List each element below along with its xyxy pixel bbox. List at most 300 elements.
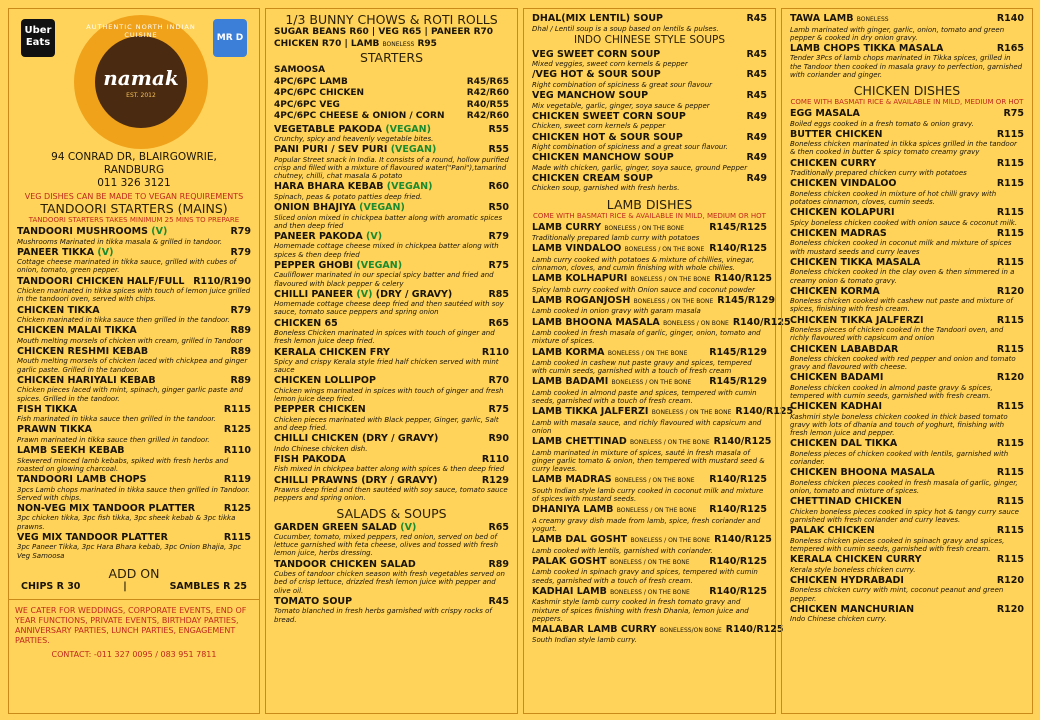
menu-item-name: PANEER PAKODA (274, 230, 363, 242)
menu-item-row (532, 316, 791, 330)
menu-item-qualifier: BONELESS / ON THE BONE (651, 409, 732, 417)
samoosa-price: R40/R55 (466, 99, 509, 110)
menu-item-price: R145/R129 (709, 376, 767, 388)
menu-item-price: R119 (223, 474, 251, 486)
menu-item-name: CHICKEN BHOONA MASALA (790, 467, 935, 479)
menu-item (274, 522, 509, 558)
menu-item-row (532, 173, 767, 185)
menu-item-description: Sliced onion mixed in chickpea batter along with aromatic spices and then deep fried (274, 213, 503, 230)
menu-item (790, 525, 1024, 553)
menu-item (532, 316, 791, 346)
menu-item-price: R79 (230, 226, 251, 237)
menu-item-price: R89 (230, 345, 251, 357)
menu-item-name: HARA BHARA KEBAB (274, 181, 384, 193)
ubereats-badge: Uber Eats (21, 19, 55, 57)
menu-item-price: R140 (996, 13, 1024, 24)
menu-item-name-group (17, 532, 168, 544)
menu-item-row (274, 260, 509, 272)
menu-item-qualifier: BONELESS / ON THE BONE (607, 349, 688, 357)
menu-item-name-group (274, 202, 405, 214)
menu-item-description: Chicken, sweet corn kernels & pepper (532, 122, 666, 131)
menu-item-row (274, 318, 509, 330)
menu-item (790, 467, 1024, 495)
menu-item-row (274, 404, 509, 416)
menu-item-row (17, 247, 251, 259)
menu-item (17, 305, 251, 325)
menu-item (17, 424, 251, 444)
addon-separator: | (123, 580, 127, 592)
lamb-extra-list (790, 13, 1024, 79)
menu-item-name: CHICKEN LOLLIPOP (274, 375, 376, 387)
menu-item-name: LAMB TIKKA JALFERZI (532, 406, 649, 418)
menu-item (790, 228, 1024, 256)
menu-item (274, 433, 509, 453)
menu-item-qualifier: BONELESS / ON THE BONE (614, 477, 695, 485)
menu-item-name-group (532, 295, 713, 308)
bunny-line-2a: CHICKEN R70 | LAMB (274, 38, 380, 49)
menu-item-price: R79 (488, 230, 509, 242)
menu-item-row (790, 257, 1024, 269)
menu-item-name-group (790, 575, 904, 587)
menu-item-name-group (274, 559, 416, 571)
menu-item (274, 124, 509, 144)
menu-item-row (274, 596, 509, 608)
logo-ring-text: AUTHENTIC NORTH INDIAN CUISINE (86, 23, 196, 39)
menu-item-name: PALAK CHICKEN (790, 525, 875, 537)
menu-item (274, 475, 509, 503)
menu-item-name: LAMB VINDALOO (532, 243, 622, 255)
menu-item-price: R115 (996, 157, 1024, 169)
menu-item-name-group (790, 257, 920, 269)
menu-item (532, 294, 775, 316)
menu-item-description: Cauliflower marinated in our special spicy batter and fried and flavoured with black pepper & celery (274, 271, 494, 288)
menu-item-price: R110/R190 (193, 275, 251, 287)
menu-item-qualifier: BONELESS / ON THE BONE (604, 224, 685, 232)
menu-item-qualifier: BONELESS / ON THE BONE (630, 439, 710, 447)
menu-item-price: R115 (223, 531, 251, 543)
menu-item-price: R115 (996, 128, 1024, 140)
menu-item-description: Kashmiri style boneless chicken cooked in thick based tomato gravy with lots of dhania and touch of yoghurt, finishing with fresh lemon juice and pepper. (790, 412, 1008, 438)
menu-item (274, 289, 509, 317)
menu-item-row (274, 181, 509, 193)
samoosa-portion: 4PC/6PC VEG (274, 99, 340, 110)
menu-item-description: Boneless chicken cooked in mixture of hot chilli gravy with potatoes cinnamon, cloves, cumin seeds. (790, 189, 997, 207)
menu-item (17, 247, 251, 275)
menu-item (532, 347, 767, 376)
menu-item-name-group (532, 49, 660, 61)
samoosa-price: R45/R65 (466, 76, 509, 87)
menu-item-price: R125 (223, 424, 251, 436)
menu-item-row (532, 13, 767, 25)
menu-item-description: Lamb marinated in mixture of spices, sauté in fresh masala of ginger garlic tomato & onion, then tempered with mustard seed & curry leaves. (532, 448, 765, 474)
menu-item-price: R115 (996, 467, 1024, 479)
section-note-tandoori: TANDOORI STARTERS TAKES MINIMUM 25 MINS TO PREPARE (28, 216, 240, 224)
menu-item (532, 49, 767, 69)
menu-item-description: Dhal / Lentil soup is a soup based on lentils & pulses. (532, 24, 719, 33)
menu-item-price: R85 (488, 288, 509, 300)
menu-item-row (790, 108, 1024, 120)
menu-item (17, 532, 251, 560)
menu-item-row (532, 406, 794, 419)
menu-item-qualifier: BONELESS / ON BONE (663, 319, 729, 327)
menu-item-price: R145/R129 (709, 346, 767, 358)
menu-item-description: Homemade cottage cheese deep fried and then sautéed with soy sauce, tomato sauce peppers and spring onion (274, 300, 504, 317)
menu-item-name: TANDOORI CHICKEN HALF/FULL (17, 275, 185, 287)
menu-item-name: CHICKEN HOT & SOUR SOUP (532, 131, 683, 143)
menu-item (532, 376, 767, 405)
menu-item-price: R140/R125 (732, 316, 791, 328)
menu-item-name: CHICKEN TIKKA MASALA (790, 256, 921, 268)
menu-item-description: Indo Chinese chicken curry. (790, 615, 887, 624)
namak-logo (74, 15, 208, 149)
menu-item-description: Traditionally prepared chicken curry with potatoes (790, 169, 967, 178)
lamb-list (532, 221, 794, 645)
menu-item (790, 315, 1024, 343)
menu-item-description: Mouth melting morsels of chicken laced with chickpea and ginger garlic paste. Grilled in the tandoor. (17, 357, 248, 374)
menu-item-name-group (274, 347, 390, 359)
menu-item-name: ONION BHAJIYA (274, 202, 356, 214)
menu-item-row (790, 604, 1024, 616)
menu-item-price: R120 (996, 574, 1024, 586)
menu-item-name: CHICKEN HARIYALI KEBAB (17, 374, 156, 386)
samoosa-row (274, 111, 509, 123)
menu-item-description: Boneless chicken curry with mint, coconut peanut and green pepper. (790, 586, 1004, 603)
menu-item-name: LAMB ROGANJOSH (532, 294, 631, 306)
menu-item-name: KERALA CHICKEN CURRY (790, 554, 922, 566)
menu-item-price: R129 (481, 474, 509, 486)
menu-item-name: DHANIYA LAMB (532, 504, 614, 516)
menu-item (17, 474, 251, 502)
menu-item-row (790, 401, 1024, 413)
menu-item-description: Lamb with masala sauce, and richly flavoured with capsicum and onion (532, 418, 762, 436)
menu-item-row (274, 433, 509, 445)
samoosa-portion: 4PC/6PC CHICKEN (274, 88, 365, 98)
menu-item-row (532, 294, 775, 308)
menu-item-name-group (532, 13, 663, 25)
menu-item-name-group (532, 317, 729, 330)
menu-item-price: R140/R125 (709, 585, 767, 597)
menu-item-name: NON-VEG MIX TANDOOR PLATTER (17, 502, 196, 514)
menu-item (790, 496, 1024, 524)
menu-item-name: CHILLI PRAWNS (DRY / GRAVY) (274, 474, 438, 486)
menu-item-price: R45 (488, 595, 509, 607)
catering-text: WE CATER FOR WEDDINGS, CORPORATE EVENTS, END OF YEAR FUNCTIONS, PRIVATE EVENTS, BIRTHDAY PARTIES, ANNIVERSARY PARTIES, LUNCH PARTIES, ENGAGEMENT PARTIES. (15, 605, 247, 645)
brand-est: EST. 2012 (126, 91, 156, 99)
menu-item (532, 504, 767, 533)
menu-item-description: Prawn marinated in tikka sauce then grilled in tandoor. (17, 435, 210, 444)
menu-item-name-group (274, 475, 438, 487)
menu-item-description: Mushrooms Marinated in tikka masala & grilled in tandoor. (17, 237, 223, 246)
menu-item-row (17, 424, 251, 436)
menu-item-row (532, 243, 767, 256)
menu-item-name-group (532, 173, 653, 185)
menu-item-name-group (790, 315, 924, 327)
menu-item (274, 375, 509, 403)
menu-item-description: Tender 3Pcs of lamb chops marinated in Tikka spices, grilled in the Tandoor then cooked in masala gravy to perfection, garnished with coriander and ginger. (790, 54, 1023, 79)
menu-item-name-group (790, 372, 883, 384)
veg-label: (V) (151, 226, 168, 237)
menu-item-price: R90 (488, 433, 509, 445)
menu-item-price: R115 (996, 554, 1024, 566)
menu-item-name-group (17, 445, 125, 457)
menu-item (532, 556, 767, 585)
menu-item-qualifier: BONELESS / ON THE BONE (630, 276, 711, 284)
menu-item (790, 129, 1024, 157)
menu-item-price: R49 (746, 172, 767, 184)
menu-item-price: R115 (996, 401, 1024, 413)
menu-item-row (17, 404, 251, 416)
menu-item (790, 108, 1024, 128)
menu-item-name: TAWA LAMB (790, 13, 854, 24)
menu-item-price: R70 (488, 375, 509, 387)
veg-label: (V) (400, 521, 417, 533)
samoosa-portion: 4PC/6PC CHEESE & ONION / CORN (274, 111, 445, 121)
menu-item-name-group (17, 247, 113, 259)
menu-item-description: Skewered minced lamb kebabs, spiked with fresh herbs and roasted on glowing charcoal. (17, 456, 229, 473)
menu-item-price: R75 (1003, 108, 1024, 120)
menu-item-qualifier: BONELESS / ON THE BONE (609, 558, 690, 566)
menu-item-name: CHETTINAD CHICKEN (790, 496, 902, 508)
menu-item-price: R125 (223, 502, 251, 514)
menu-item-qualifier: BONELESS / ON THE BONE (616, 507, 697, 515)
veg-label: (V) (366, 230, 383, 242)
menu-item-row (532, 474, 767, 487)
menu-item (532, 406, 794, 436)
menu-item-row (274, 231, 509, 243)
veg-label: (VEGAN) (356, 259, 403, 271)
addon-row (17, 581, 251, 593)
menu-item-row (790, 315, 1024, 327)
menu-item-description: Boneless Chicken marinated in spices with touch of ginger and fresh lemon juice deep fried. (274, 329, 495, 346)
menu-item (274, 260, 509, 288)
menu-item-name-group (532, 586, 690, 599)
menu-item-price: R115 (223, 403, 251, 415)
menu-item-row (532, 152, 767, 164)
menu-item-price: R115 (996, 314, 1024, 326)
menu-item (532, 273, 772, 294)
menu-item (274, 404, 509, 432)
menu-item (790, 604, 1024, 624)
menu-item-row (790, 344, 1024, 356)
menu-item-name: FISH PAKODA (274, 453, 346, 465)
menu-item-row (532, 90, 767, 102)
veg-label: (VEGAN) (359, 202, 405, 214)
menu-item-price: R60 (488, 181, 509, 193)
menu-item-row (532, 273, 772, 286)
menu-item-row (274, 289, 509, 301)
menu-item-name: LAMB SEEKH KEBAB (17, 445, 125, 457)
menu-item-name: CHICKEN TIKKA (17, 304, 100, 316)
bunny-line-2q: BONELESS (382, 40, 415, 48)
menu-item-description: South Indian style lamb curry. (532, 636, 638, 645)
menu-item-price: R120 (996, 285, 1024, 297)
menu-item (274, 202, 509, 230)
section-title-salads: SALADS & SOUPS (336, 505, 447, 521)
menu-item (532, 90, 767, 110)
menu-item-name: EGG MASALA (790, 108, 860, 120)
menu-item (790, 286, 1024, 314)
menu-item (790, 372, 1024, 400)
menu-item-row (532, 222, 767, 235)
menu-item (17, 276, 251, 304)
menu-item-description: Kashmir style lamb curry cooked in fresh tomato gravy and mixture of spices finishing with fresh Dhania, lemon juice and peppers. (532, 598, 749, 623)
menu-item-row (17, 532, 251, 544)
column-1 (8, 8, 260, 714)
samoosa-list (274, 77, 509, 123)
menu-item-name: CHICKEN TIKKA JALFERZI (790, 314, 924, 326)
menu-item (274, 231, 509, 259)
menu-item-price: R145/R129 (717, 294, 775, 306)
menu-item (790, 178, 1024, 206)
veg-label: (VEGAN) (390, 144, 437, 156)
menu-item-name: PRAWN TIKKA (17, 424, 93, 436)
menu-item-row (532, 132, 767, 144)
menu-item-price: R140/R125 (709, 504, 767, 516)
menu-item-name-group (532, 90, 648, 102)
samoosa-row (274, 100, 509, 112)
menu-item-price: R140/R125 (714, 273, 772, 285)
menu-item-name: CHICKEN MANCHOW SOUP (532, 152, 674, 164)
menu-item-price: R49 (746, 131, 767, 143)
menu-item-row (790, 575, 1024, 587)
menu-item-qualifier: BONELESS / ON THE BONE (610, 588, 690, 596)
menu-item (532, 13, 767, 33)
menu-item-price: R45 (746, 48, 767, 60)
menu-item-price: R115 (996, 256, 1024, 268)
menu-item-price: R89 (488, 558, 509, 570)
menu-item-name-group (790, 401, 882, 413)
menu-item-row (17, 375, 251, 387)
column-2 (265, 8, 518, 714)
menu-item-name: CHICKEN MALAI TIKKA (17, 325, 137, 337)
section-title-indochinese: INDO CHINESE STYLE SOUPS (573, 33, 725, 46)
menu-item-description: Spinach, peas & potato patties deep fried. (274, 192, 423, 201)
menu-item (532, 243, 767, 272)
menu-item-description: Boiled eggs cooked in a fresh tomato & onion gravy. (790, 119, 974, 128)
menu-item-name: CHICKEN DAL TIKKA (790, 438, 898, 450)
section-title-addon: ADD ON (108, 565, 160, 581)
menu-item-description: Prawns deep fried and then sautéed with soy sauce, tomato sauce peppers and spring onion. (274, 486, 508, 503)
menu-item-description: Kerala style boneless chicken curry. (790, 565, 916, 574)
menu-item-name-group (532, 406, 731, 419)
menu-item-row (790, 372, 1024, 384)
menu-item-name: TANDOOR CHICKEN SALAD (274, 558, 416, 570)
menu-item (790, 554, 1024, 574)
menu-item-qualifier: BONELESS / ON THE BONE (633, 297, 714, 305)
tandoori-list (17, 226, 251, 560)
section-note-lamb: COME WITH BASMATI RICE & AVAILABLE IN MILD, MEDIUM OR HOT (533, 211, 766, 220)
menu-item (790, 158, 1024, 178)
menu-item-row (532, 49, 767, 61)
menu-item-row (790, 554, 1024, 566)
menu-item-description: Traditionally prepared lamb curry with potatoes (532, 234, 700, 243)
menu-item-name: VEG MIX TANDOOR PLATTER (17, 531, 168, 543)
menu-item-row (790, 178, 1024, 190)
menu-item-name-group (17, 276, 184, 288)
menu-item-row (274, 475, 509, 487)
contact-line: CONTACT: -011 327 0095 / 083 951 7811 (51, 649, 217, 659)
menu-item-name-group (532, 222, 684, 235)
veg-label: (VEGAN) (386, 181, 433, 193)
menu-item-name: CHILLI PANEER (274, 288, 354, 300)
menu-item-name: VEG SWEET CORN SOUP (532, 48, 661, 60)
menu-item-name: LAMB MADRAS (532, 474, 612, 486)
menu-item-row (17, 305, 251, 317)
menu-item-description: Popular Street snack in India. It consists of a round, hollow purified crisp and filled with a mixture of flavoured water("Pani"),tamarind chutney, chilli, chat masala & potato (274, 155, 509, 181)
addon-sambles: SAMBLES R 25 (169, 580, 247, 592)
menu-item-name: PALAK GOSHT (532, 555, 607, 567)
menu-item-description: 3pcs Lamb chops marinated in tikka sauce then grilled in Tandoor. Served with chips. (17, 485, 250, 502)
menu-item-description: Boneless chicken marinated in tikka spices grilled in the tandoor & then cooked in butter & spicy tomato creamy gravy (790, 140, 1017, 157)
menu-item-name: DHAL(MIX LENTIL) SOUP (532, 13, 664, 24)
menu-item-name-group (274, 433, 438, 445)
menu-item (274, 144, 509, 180)
catering-footer (9, 599, 259, 660)
menu-item-name-group (532, 152, 674, 164)
menu-item-description: Spicy boneless chicken cooked with onion sauce & coconut milk. (790, 218, 1018, 227)
menu-item-name-group (274, 181, 432, 193)
menu-item-price: R140/R125 (725, 623, 784, 635)
menu-item (17, 404, 251, 424)
menu-item-name: LAMB DAL GOSHT (532, 534, 628, 546)
menu-item (790, 401, 1024, 437)
section-title-tandoori: TANDOORI STARTERS (MAINS) (40, 201, 228, 216)
brand-name: namak (103, 65, 179, 90)
menu-item-name-group (790, 43, 943, 55)
menu-item-name-group (790, 129, 882, 141)
menu-item-description: Spicy lamb curry cooked with Onion sauce and coconut powder (532, 285, 755, 294)
menu-item-price: R120 (996, 372, 1024, 384)
menu-item (790, 344, 1024, 372)
menu-item-price: R145/R125 (709, 221, 767, 233)
menu-item (532, 132, 767, 152)
menu-item-name-group (790, 286, 880, 298)
menu-item-description: Cottage cheese marinated in tikka sauce, grilled with cubes of onion, tomato, green pepper. (17, 258, 237, 275)
menu-item-row (532, 534, 772, 547)
menu-item-description: Fish mixed in chickpea batter along with spices & then deep fried (274, 465, 505, 474)
menu-item-name-group (274, 231, 382, 243)
address-line-2: RANDBURG (103, 164, 165, 176)
menu-item-price: R55 (488, 144, 509, 156)
menu-item-price: R75 (488, 259, 509, 271)
menu-item (17, 375, 251, 403)
menu-item-name: CHICKEN CURRY (790, 157, 877, 169)
logo-area (17, 9, 251, 151)
menu-item (532, 152, 767, 172)
menu-item-row (532, 436, 772, 449)
menu-item-row (532, 376, 767, 389)
menu-item-qualifier: BONELESS / ON THE BONE (630, 537, 711, 545)
menu-item-row (790, 525, 1024, 537)
menu-item-description: Lamb cooked in fresh masala of garlic, ginger, onion, tomato and mixture of spices. (532, 329, 761, 346)
menu-item (790, 438, 1024, 466)
menu-item-name-group (17, 305, 100, 317)
menu-item (274, 454, 509, 474)
samoosa-portion: 4PC/6PC LAMB (274, 76, 348, 87)
menu-item-name: CHICKEN VINDALOO (790, 178, 897, 190)
menu-item-name-group (532, 243, 704, 256)
menu-item-price: R115 (996, 525, 1024, 537)
menu-item-row (274, 375, 509, 387)
menu-item-name-group (532, 436, 710, 449)
menu-item-description: Boneless chicken cooked in coconut milk and mixture of spices with mustard seeds and curry leaves (790, 239, 1012, 256)
menu-item-qualifier: BONELESS / ON THE BONE (611, 379, 692, 387)
logo-inner (95, 36, 187, 128)
menu-item-qualifier: BONELESS / ON THE BONE (624, 246, 705, 254)
menu-item (274, 181, 509, 201)
menu-item-name-group (274, 404, 366, 416)
menu-item-name-group (274, 289, 452, 301)
